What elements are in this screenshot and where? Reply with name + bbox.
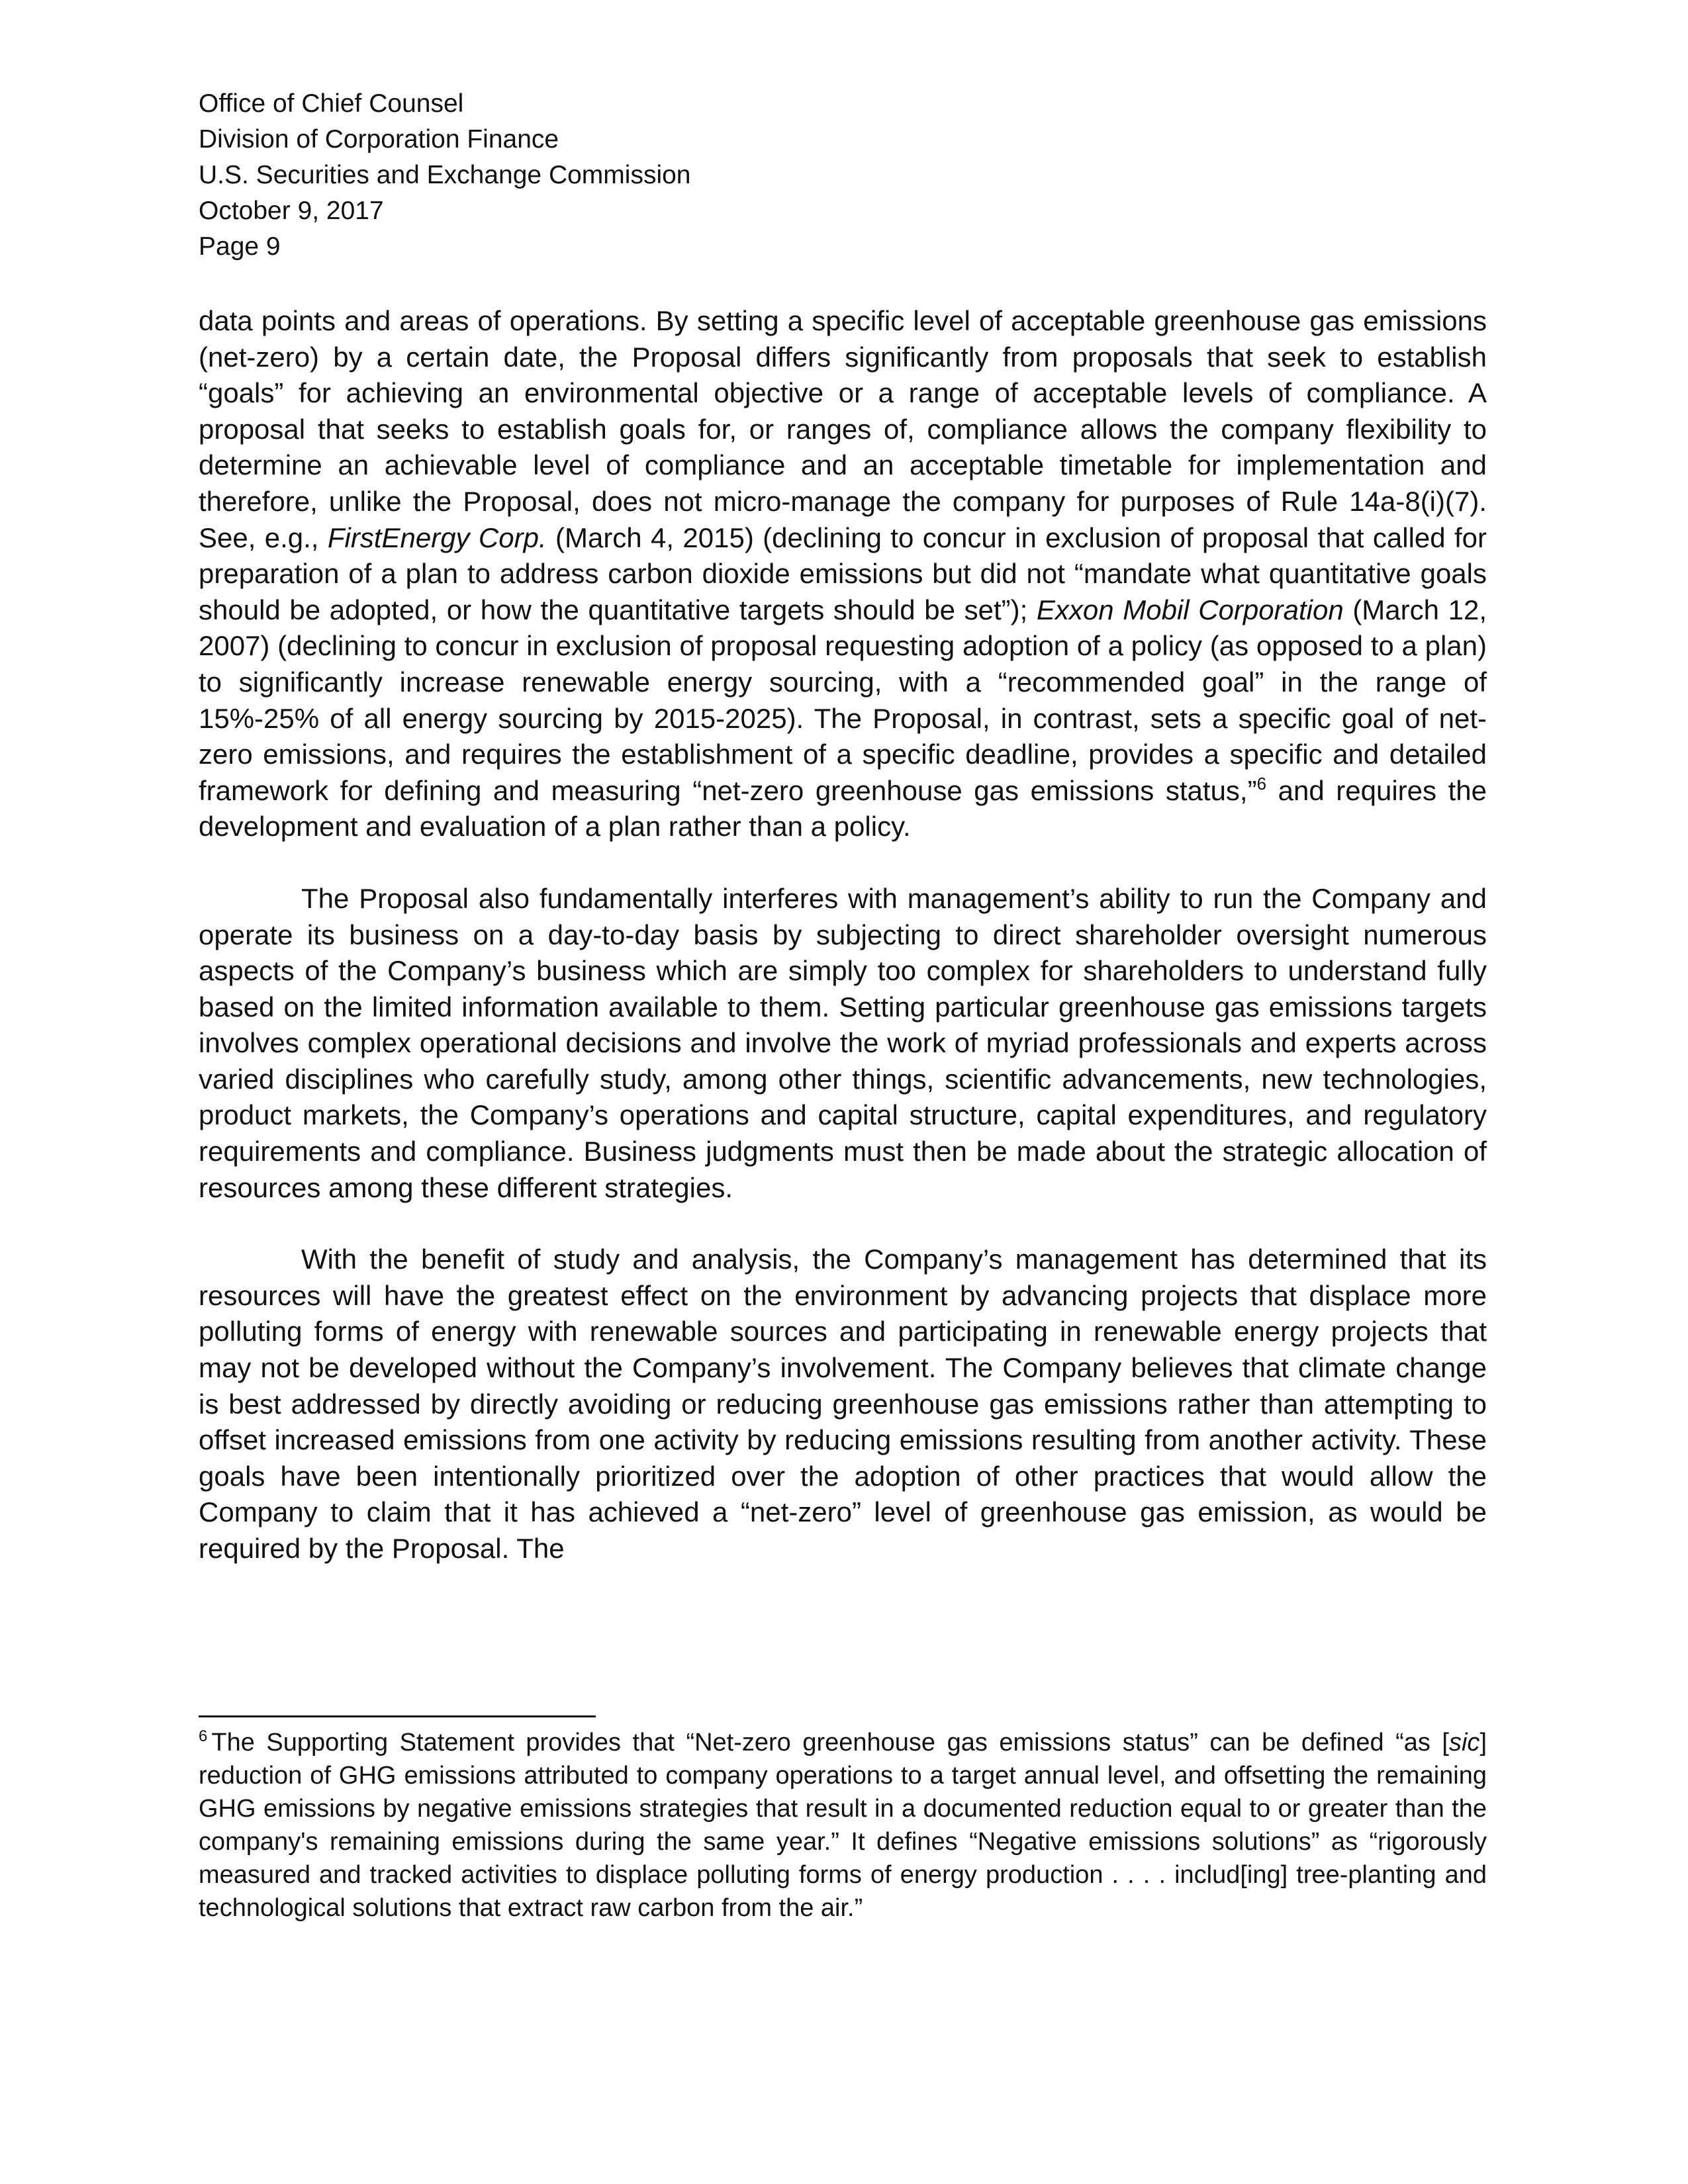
- body-paragraph-3: With the benefit of study and analysis, the Company’s management has determined that its resources will have the greatest effect on the environment by advancing projects that displace more polluting forms of energy with renewable sources and participating in renewable energy projects that may not be developed without the Company’s involvement. The Company believes that climate change is best addressed by directly avoiding or reducing greenhouse gas emissions rather than attempting to offset increased emissions from one activity by reducing emissions resulting from another activity. These goals have been intentionally prioritized over the adoption of other practices that would allow the Company to claim that it has achieved a “net-zero” level of greenhouse gas emission, as would be required by the Proposal. The: [199, 1244, 1487, 1564]
- header-recipient-office: Office of Chief Counsel: [199, 89, 464, 118]
- para1-text-1: data points and areas of operations. By setting a specific level of acceptable greenhouse gas emissions (net-zero) by a certain date, the Proposal differs significantly from proposals that seek to establish “goals” for achieving an environmental objective or a range of acceptable levels of compliance. A proposal that seeks to establish goals for, or ranges of, compliance allows the company flexibility to determine an achievable level of compliance and an acceptable timetable for implementation and therefore, unlike the Proposal, does not micro-manage the company for purposes of Rule 14a-8(i)(7). See, e.g.,: [199, 305, 1487, 553]
- body-paragraph-2: The Proposal also fundamentally interferes with management’s ability to run the Company and operate its business on a day-to-day basis by subjecting to direct shareholder oversight numerous aspects of the Company’s business which are simply too complex for shareholders to understand fully based on the limited information available to them. Setting particular greenhouse gas emissions targets involves complex operational decisions and involve the work of myriad professionals and experts across varied disciplines who carefully study, among other things, scientific advancements, new technologies, product markets, the Company’s operations and capital structure, capital expenditures, and regulatory requirements and compliance. Business judgments must then be made about the strategic allocation of resources among these different strategies.: [199, 882, 1487, 1203]
- case-citation-exxon: Exxon Mobil Corporation: [1036, 594, 1344, 625]
- letter-body: [199, 303, 1487, 1567]
- para1-text-3: (March 12, 2007) (declining to concur in exclusion of proposal requesting adoption of a policy (as opposed to a plan) to significantly increase renewable energy sourcing, with a “recommended goal” in the range of 15%-25% of all energy sourcing by 2015-2025). The Proposal, in contrast, sets a specific goal of net-zero emissions, and requires the establishment of a specific deadline, provides a specific and detailed framework for defining and measuring “net-zero greenhouse gas emissions status,”: [199, 594, 1487, 806]
- header-date: October 9, 2017: [199, 197, 384, 225]
- header-recipient-agency: U.S. Securities and Exchange Commission: [199, 161, 691, 189]
- header-recipient-division: Division of Corporation Finance: [199, 125, 559, 154]
- letter-header: [199, 86, 1125, 265]
- footnote-6: [199, 1726, 1487, 1925]
- body-paragraph-1: [199, 303, 1487, 845]
- case-citation-firstenergy: FirstEnergy Corp.: [327, 522, 547, 553]
- header-page-number: Page 9: [199, 232, 281, 261]
- footnote-text-2: ] reduction of GHG emissions attributed to company operations to a target annual level, and offsetting the remaining GHG emissions by negative emissions strategies that result in a documented reduction equal to or greater than the company's remaining emissions during the same year.” It defines “Negative emissions solutions” as “rigorously measured and tracked activities to displace polluting forms of energy production . . . . includ[ing] tree-planting and technological solutions that extract raw carbon from the air.”: [199, 1729, 1487, 1922]
- para1-text-4: and requires the development and evaluation of a plan rather than a policy.: [199, 774, 1487, 842]
- footnote-divider: [199, 1715, 596, 1717]
- footnote-text-1: The Supporting Statement provides that “Net-zero greenhouse gas emissions status” can be defined “as [: [211, 1729, 1449, 1756]
- footnote-number: 6: [199, 1727, 208, 1745]
- footnote-reference-6[interactable]: 6: [1256, 773, 1267, 794]
- para1-text-2: (March 4, 2015) (declining to concur in exclusion of proposal that called for preparation of a plan to address carbon dioxide emissions but did not “mandate what quantitative goals should be adopted, or how the quantitative targets should be set”);: [199, 522, 1487, 625]
- footnote-sic: sic: [1448, 1729, 1480, 1756]
